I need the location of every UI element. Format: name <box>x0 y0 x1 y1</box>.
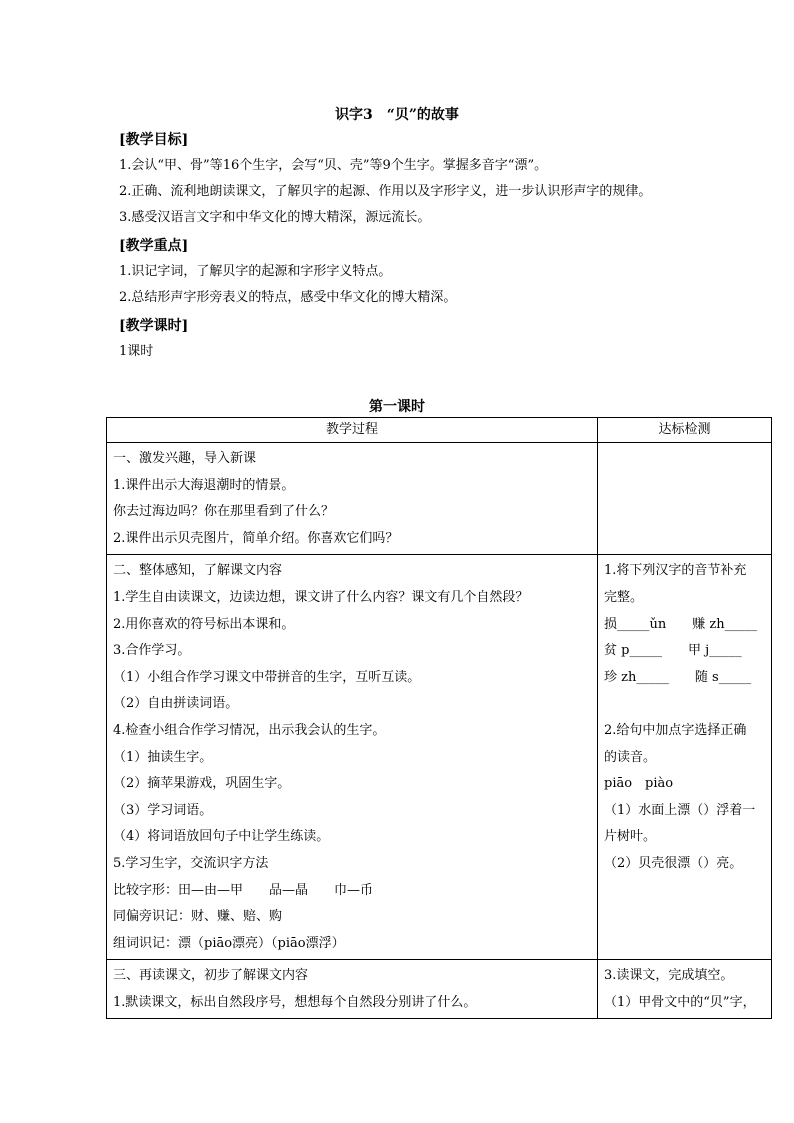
process-cell <box>107 555 598 960</box>
check-cell <box>598 960 772 1019</box>
lesson-title: 第一课时 <box>369 399 425 415</box>
check-line: 3.读课文，完成填空。 <box>604 968 734 984</box>
process-line: 比较字形：田—由—甲 品—晶 巾—币 <box>113 882 374 898</box>
process-line: 2.课件出示贝壳图片，简单介绍。你喜欢它们吗？ <box>113 530 399 546</box>
table-row <box>107 443 772 555</box>
process-line: 1.学生自由读课文，边读边想，课文讲了什么内容？课文有几个自然段？ <box>113 589 529 605</box>
process-line: 你去过海边吗？你在那里看到了什么？ <box>113 504 335 520</box>
table-header-row <box>107 418 772 443</box>
process-line: （1）小组合作学习课文中带拼音的生字，互听互读。 <box>113 669 421 685</box>
process-line: 1.默读课文，标出自然段序号，想想每个自然段分别讲了什么。 <box>113 994 477 1010</box>
process-line: 4.检查小组合作学习情况，出示我会认的生字。 <box>113 722 386 738</box>
check-line: 1.将下列汉字的音节补充 <box>604 563 747 579</box>
process-line: 一、激发兴趣，导入新课 <box>113 451 257 466</box>
process-line: （1）抽读生字。 <box>113 749 213 765</box>
teaching-goals-heading: [教学目标] <box>119 132 189 148</box>
teaching-hours-heading: [教学课时] <box>119 318 189 334</box>
check-line: 损_____ǔn 赚 zh_____ <box>604 616 758 632</box>
check-cell <box>598 443 772 555</box>
focus-item: 2.总结形声字形旁表义的特点，感受中华文化的博大精深。 <box>119 290 457 305</box>
check-line: 珍 zh_____ 随 s_____ <box>604 669 752 685</box>
teaching-focus-section <box>119 233 699 311</box>
process-line: （2）自由拼读词语。 <box>113 696 239 712</box>
header-process: 教学过程 <box>107 418 598 443</box>
process-line: 同偏旁识记：财、赚、赔、购 <box>113 909 283 925</box>
header-check: 达标检测 <box>598 418 772 443</box>
goal-item: 1.会认“甲、骨”等16个生字，会写“贝、壳”等9个生字。掌握多音字“漂”。 <box>119 158 548 173</box>
teaching-hours-value: 1课时 <box>119 344 154 359</box>
check-line: 完整。 <box>604 589 644 605</box>
process-line: （2）摘苹果游戏，巩固生字。 <box>113 776 291 792</box>
check-line <box>604 691 765 718</box>
process-line: 组词识记：漂（piāo漂亮）（piāo漂浮） <box>113 935 345 951</box>
check-line: piāo piào <box>604 776 674 792</box>
goal-item: 2.正确、流利地朗读课文，了解贝字的起源、作用以及字形字义，进一步认识形声字的规律。 <box>119 184 652 199</box>
process-line: （3）学习词语。 <box>113 802 213 818</box>
check-line: （2）贝壳很漂（）亮。 <box>604 855 743 871</box>
check-line: 的读音。 <box>604 749 657 765</box>
process-line: 3.合作学习。 <box>113 643 191 659</box>
check-line: 片树叶。 <box>604 829 657 845</box>
document-title: 识字3 “贝”的故事 <box>335 107 459 123</box>
table-row <box>107 555 772 960</box>
check-line: 贫 p_____ 甲 j_____ <box>604 643 742 659</box>
process-line: 2.用你喜欢的符号标出本课和。 <box>113 616 295 632</box>
process-cell <box>107 960 598 1019</box>
check-line: 2.给句中加点字选择正确 <box>604 722 747 738</box>
check-line: （1）甲骨文中的“贝”字， <box>604 994 756 1010</box>
focus-item: 1.识记字词，了解贝字的起源和字形字义特点。 <box>119 264 392 279</box>
process-line: 5.学习生字，交流识字方法 <box>113 855 269 871</box>
table-row <box>107 960 772 1019</box>
process-line: 二、整体感知，了解课文内容 <box>113 563 283 579</box>
process-cell <box>107 443 598 555</box>
goal-item: 3.感受汉语言文字和中华文化的博大精深，源远流长。 <box>119 210 431 225</box>
teaching-focus-heading: [教学重点] <box>119 238 189 254</box>
lesson-table <box>106 417 772 1019</box>
process-line: 1.课件出示大海退潮时的情景。 <box>113 477 295 493</box>
teaching-goals-section <box>119 127 699 231</box>
process-line: （4）将词语放回句子中让学生练读。 <box>113 829 330 845</box>
process-line: 三、再读课文，初步了解课文内容 <box>113 968 309 984</box>
check-cell <box>598 555 772 960</box>
teaching-hours-section <box>119 313 699 365</box>
check-line: （1）水面上漂（）浮着一 <box>604 802 756 818</box>
